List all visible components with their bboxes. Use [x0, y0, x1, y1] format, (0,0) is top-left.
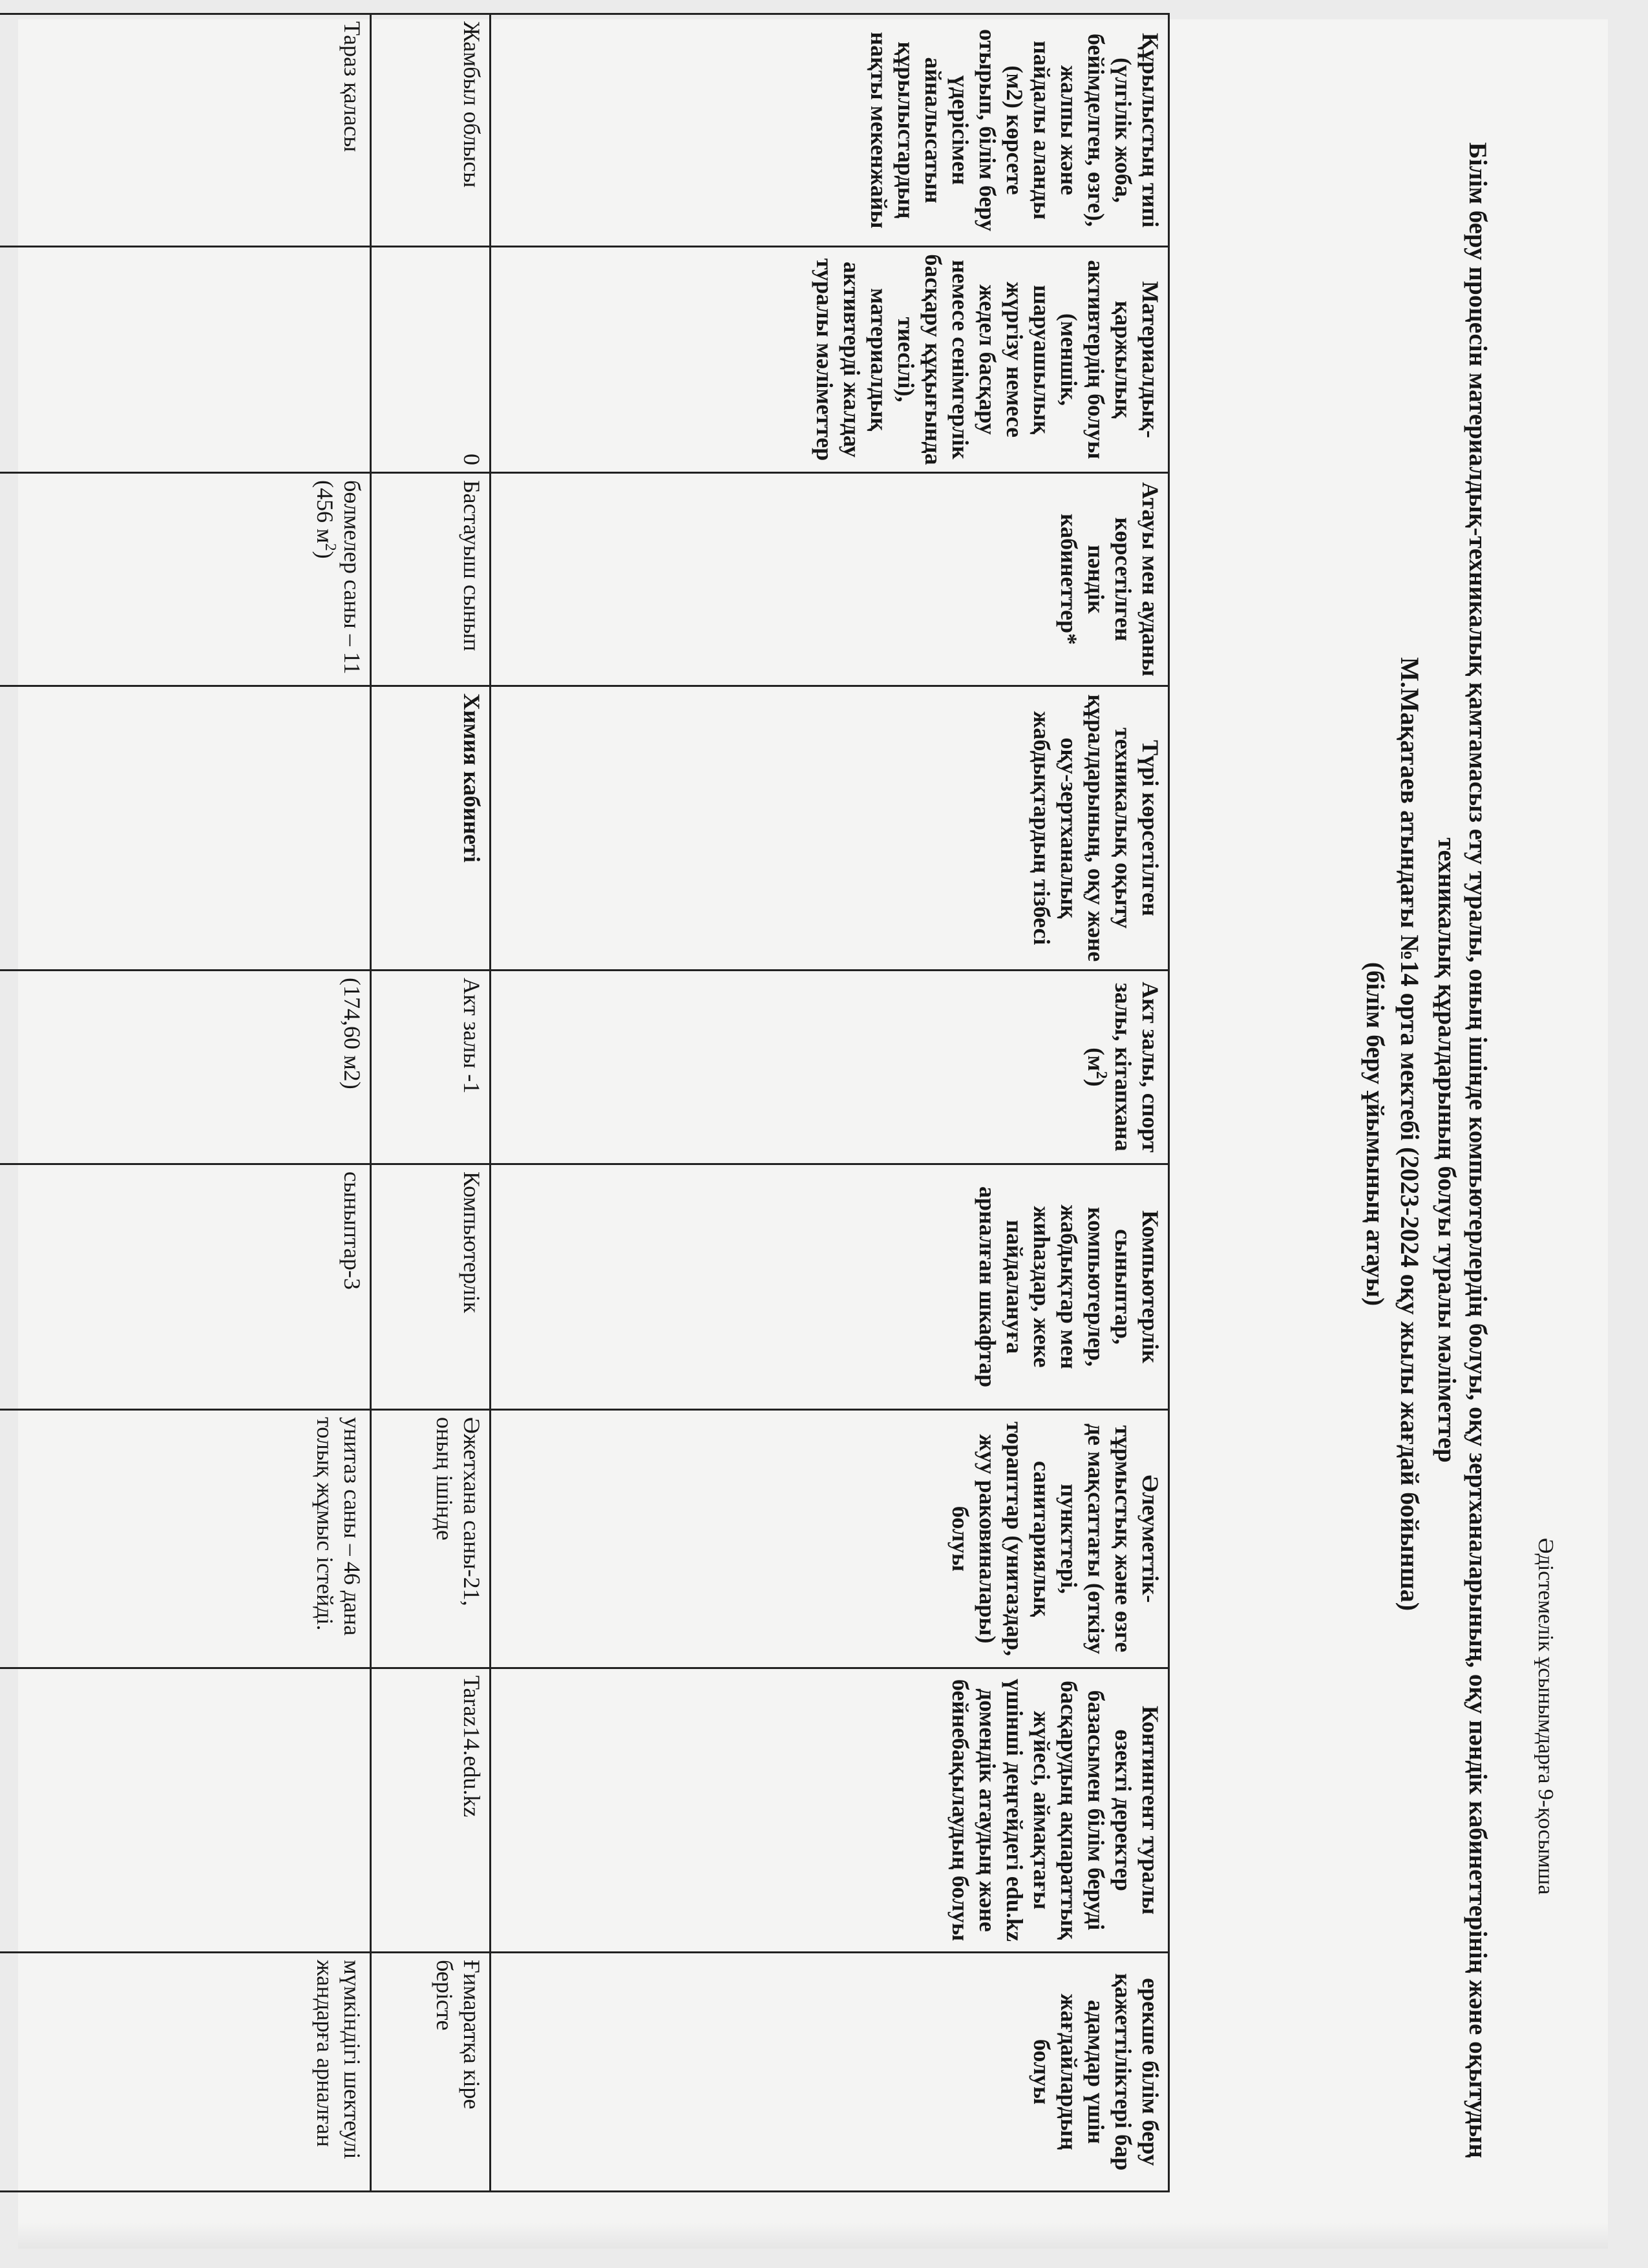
header-building-type: Құрылыстың типі (үлгілік жоба, бейімделген, өзге), жалпы және пайдалы аланды (м2) көрсете отырып, білім беру үдерісімен айналысатын құрылыстардың нақты мекенжайы	[491, 14, 1169, 247]
cell-room-count: бөлмелер саны – 11 (456 $м^2$)	[0, 473, 371, 686]
facilities-table	[0, 13, 1170, 2192]
cell-website: Taraz14.edu.kz	[371, 1668, 491, 1953]
cell-city: Тараз қаласы	[0, 14, 371, 247]
cell-computer-classes: сыныптар-3	[0, 1164, 371, 1410]
document-title: Білім беру процесін материалдық-техникалық қамтамасыз ету туралы, оның ішінде компьютерлердің болуы, оқу зертханаларының, оқу пәндік кабинеттерінің және оқытудың техникалық құралдарының болуы туралы мәліметтер	[1433, 142, 1492, 2158]
header-special-needs: ерекше білім беру қажеттіліктері бар адамдар үшін жағдайлардың болуы	[491, 1953, 1169, 2192]
header-sanitary-facilities: Әлеуметтік-тұрмыстық және өзге де мақсаттағы (өткізу пункттері, санитариялық торапттар (унитаздар, жуу раковиналары) болуы	[491, 1410, 1169, 1668]
cell-accessibility: мүмкіндігі шектеулі жандарға арналған	[0, 1953, 371, 2192]
header-subject-rooms: Атауы мен ауданы көрсетілген пәндік кабинеттер*	[491, 473, 1169, 686]
header-material-assets: Материалдық-қаржылық активтердің болуы (меншік, шаруашылық жүргізу немесе жедел басқару немесе сенімгерлік басқару құқығында тиесілі), материалдық активтерді жалдау туралы мәліметтер	[491, 247, 1169, 473]
cell-primary-classes: Бастауыш сынып	[371, 473, 491, 686]
cell-computer-label: Компьютерлік	[371, 1164, 491, 1410]
cell-assets-value: 0	[371, 247, 491, 473]
header-halls-library: Акт залы, спорт залы, кітапхана $(м^2)$	[491, 971, 1169, 1164]
header-row	[491, 14, 1169, 2192]
cell-toilet-details: унитаз саны – 46 дана толық жұмыс істейді.	[0, 1410, 371, 1668]
table-row	[0, 14, 371, 2192]
header-information-system: Контингент туралы өзекті деректер базасымен білім беруді басқарудың ақпараттық жүйесі, аймақтағы үшінші деңгейдегі edu.kz домендік атаудың және бейнебақылаудың болуы	[491, 1668, 1169, 1953]
header-equipment-list: Түрі көрсетілген техникалық оқыту құралдарының, оқу және оқу-зертханалық жабдықтардың тізбесі	[491, 686, 1169, 971]
appendix-note: Әдістемелік ұсынымдарға 9-қосымша	[1534, 1538, 1558, 1895]
cell-region: Жамбыл облысы	[371, 14, 491, 247]
cell-empty	[0, 247, 371, 473]
organization-caption: (білім беру ұйымының атауы)	[1361, 961, 1389, 1307]
school-name: М.Мақатаев атындағы №14 орта мектебі (2023-2024 оқу жылы жағдай бойынша)	[1395, 656, 1424, 1612]
cell-hall-area: (174,60 м2)	[0, 971, 371, 1164]
header-computer-classes: Компьютерлік сыныптар, компьютерлер, жабдықтар мен жиһаздар, жеке пайдалануға арналған шкафтар	[491, 1164, 1169, 1410]
cell-entrance: Ғимаратқа кіре берісте	[371, 1953, 491, 2192]
cell-chemistry-room: Химия кабинеті	[371, 686, 491, 971]
cell-assembly-hall: Акт залы -1	[371, 971, 491, 1164]
table-row	[371, 14, 491, 2192]
cell-toilets-count: Әжетхана саны-21, оның ішінде	[371, 1410, 491, 1668]
cell-empty	[0, 686, 371, 971]
cell-empty	[0, 1668, 371, 1953]
